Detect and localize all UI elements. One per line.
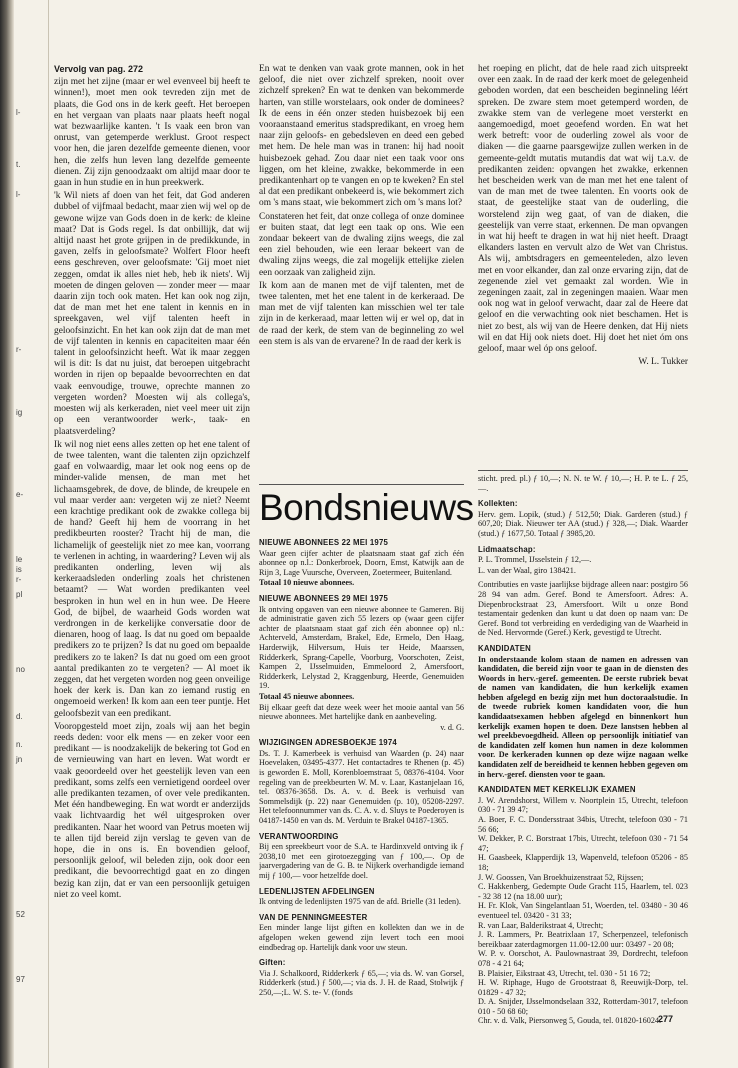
article-paragraph: 'k Wil niets af doen van het feit, dat God anderen dubbel of vijfmaal bedacht, maar zien wij wel op de gewone wijze van Gods doen in de kerk: de kleine maat? Dat is Gods regel. Is dat onbillijk, dat wij altijd naast het grote grijpen in de predikkunde, in gaven, zelfs in geloofsmate? Wolfert Floor heeft eens geschreven, over geloofsmate: 'Gij moet niet zeggen, omdat ik alles niet heb, heb ik niets'. Wij moeten de dingen geloven — zonder meer — maar daarin zijn toch ook maten. Het kan ook nog zijn, dat de man met het ene talent in kennis en in spreekgaven, wel vijf talenten heeft in geloofsinzicht. En het kan ook zijn dat de man met de vijf talenten in kennis en capaciteiten maar één talent in geloofsinzicht heeft. Wat ik maar zeggen wil is dit: Is dat nu juist, dat beroepen uitgebracht worden in rijen op bepaalde bevoorrechten en dat vaak eenvoudige, trouwe, oprechte mannen zo vergeten worden? Moesten wij als collega's, moesten wij als kerkeraden, niet veel meer uit zijn op een verantwoorder werk-, taak- en plaatsverdeling?: [54, 191, 250, 437]
margin-note: pl: [16, 590, 23, 599]
article-paragraph: Ik wil nog niet eens alles zetten op het ene talent of de twee talenten, want die talenten zijn opzichzelf gaaf en volwaardig, maar let ook nog eens op de minder-valide mensen, de man met het lichaamsgebrek, de dove, de blinde, de kreupele en vul maar verder aan: vergeten wij ze niet? Neemt een krachtige predikant ook de zwakke collega bij de hand? Geeft hij hem de voorrang in het predikbeurten rooster? Tracht hij de man, die lichamelijk of geestelijk niet zo mee kan, voorrang te verlenen in achting, in waardering? Leven wij als predikanten onderling, leven wij als kerkeraadsleden onderling zoals het christenen betaamt? — Wat worden predikanten veel besproken in hun wel en in hun wee. De Heere God, de bijbel, de waarheid Gods worden wat verdrongen in de kerkelijke conversatie door de dienaren, hoog of laag. Is dat nu goed om bepaalde predikers zo te prijzen? Is dat nu goed om bepaalde predikers zo te laken? Is dat nu goed om een groot aantal predikanten zo te vergeten? — Al moet ik zeggen, dat het vergeten worden nog geen onveilige hoek der kerk is. Dan kan zo iemand rustig en ongemoeid werken! Ik kom aan een teer puntje. Het geloofsbezit van een predikant.: [54, 439, 250, 719]
news-text: Een minder lange lijst giften en kollekten dan we in de afgelopen weken gewend zijn levert toch een mooi eindbedrag op. Hartelijk dank voor uw steun.: [259, 923, 464, 952]
margin-note: 52: [16, 910, 25, 919]
news-text: Ik ontving opgaven van een nieuwe abonnee te Gameren. Bij de administratie gaven zich 55 lezers op (waar geen cijfer achter de plaatsnaam staat gaf zich één abonnee op) nl.: Achterveld, Amsterdam, Brakel, Ede, Ermelo, Den Haag, Harderwijk, Hilversum, Huis ter Heide, Maarssen, Ridderkerk, Sprang-Capelle, Voorburg, Voorschoten, Zeist, Kampen 2, IJsselmuiden, Emmeloord 2, Amersfoort, Ridderkerk, Lelystad 2, Kraggenburg, Heerde, Genemuiden 19.: [259, 604, 464, 691]
news-heading: KANDIDATEN MET KERKELIJK EXAMEN: [478, 785, 636, 795]
news-heading: NIEUWE ABONNEES 29 MEI 1975: [259, 593, 389, 603]
list-item: H. Gaasbeek, Klapperdijk 13, Wapenveld, telefoon 05206 - 85 18;: [478, 853, 688, 872]
news-text: Bij een spreekbeurt voor de S.A. te Hardinxveld ontving ik ƒ 2038,10 met een girotoezegging van ƒ 100,—. Op de jaarvergadering van de G. B. te Nijkerk overhandigde iemand mij ƒ 100,— voor hetzelfde doel.: [259, 842, 464, 880]
news-text: Ik ontving de ledenlijsten 1975 van de afd. Brielle (31 leden).: [259, 897, 461, 907]
list-item: J. W. Goossen, Van Broekhuizenstraat 52, Rijssen;: [478, 872, 644, 882]
news-heading: VERANTWOORDING: [259, 831, 339, 841]
news-heading: Kollekten:: [478, 499, 518, 509]
news-heading: Lidmaatschap:: [478, 544, 536, 554]
news-total: Totaal 45 nieuwe abonnees.: [259, 691, 355, 701]
article-paragraph: En wat te denken van vaak grote mannen, ook in het geloof, die niet over zichzelf spreken, nooit over zichzelf spreken? En wat te denken van bekommerde harten, van stille worstelaars, ook onder de dominees? Ik de eens in één onzer steden huisbezoek bij een vooraanstaand emeritus stadspredikant, en vroeg hem naar zijn geloofs- en gebedsleven en deed een gebed met hem. De hele man was in tranen: hij had nooit huisbezoek gehad. Zou daar niet een taak voor ons liggen, om het kleine, zwakke, bekommerde in een predikantenhart op te vangen en op te kweken? En stel al dat een predikant onbekeerd is, wie bekommert zich om 's mans staat, wie bekommert zich om 's mans lot?: [259, 64, 464, 209]
news-total: Totaal 10 nieuwe abonnees.: [259, 578, 355, 588]
news-text: In onderstaande kolom staan de namen en adressen van kandidaten, die bereid zijn voor te gaan in de diensten des Woords in herv.-geref. gemeenten. De eerste rubriek bevat de namen van kandidaten, die hun kerkelijk examen hebben afgelegd en bezig zijn met hun doctoraalstudie. In de tweede rubriek komen kandidaten voor, die hun kandidaatsexamen hebben afgelegd en binnenkort hun kerkelijk examen hopen te doen. Deze lanstsen hebben al wel preekbevoegdheid. Alleen op persoonlijk initiatief van de kandidaten zelf komen hun namen in deze kolommen voor. De kerkeraden kunnen op deze wijze nagaan welke kandidaten zelf de bereidheid te kennen hebben gegeven om in herv.-geref. diensten voor te gaan.: [478, 654, 688, 779]
margin-note: jn: [16, 755, 23, 764]
list-item: C. Hakkenberg, Gedempte Oude Gracht 115, Haarlem, tel. 023 - 32 38 12 (na 18.00 uur);: [478, 882, 688, 901]
news-heading: LEDENLIJSTEN AFDELINGEN: [259, 886, 375, 896]
news-heading: Giften:: [259, 958, 286, 968]
list-item: W. P. v. Oorschot, A. Paulownastraat 39, Dordrecht, telefoon 078 - 4 21 64;: [478, 949, 688, 968]
article-column-2: [259, 64, 464, 484]
margin-note: l-: [16, 190, 21, 199]
magazine-page: [50, 0, 738, 1068]
bondsnieuws-column-left: [259, 532, 464, 1028]
margin-note: ig: [16, 408, 23, 417]
margin-note: le: [16, 555, 23, 564]
news-signoff: v. d. G.: [440, 722, 464, 732]
margin-note: 97: [16, 975, 25, 984]
news-text: L. van der Waal, giro 138421.: [478, 565, 576, 575]
margin-note: e-: [16, 490, 24, 499]
news-heading: NIEUWE ABONNEES 22 MEI 1975: [259, 538, 389, 547]
news-text: Herv. gem. Lopik, (stud.) ƒ 512,50; Diak. Garderen (stud.) ƒ 607,20; Diak. Nieuwer ter AA (stud.) ƒ 328,—; Diak. Waarder (stud.) ƒ 1677,50. Totaal ƒ 3985,20.: [478, 509, 688, 538]
article-paragraph: Vooropgesteld moet zijn, zoals wij aan het begin reeds deden: voor elk mens — en zeker voor een predikant — is noodzakelijk de bekering tot God en de vernieuwing van hart en leven. Wat wordt er vaak geoordeeld over het geestelijk leven van een predikant, soms zelfs een vernietigend oordeel over alle predikanten tezamen, of over vele predikanten. Met één handbeweging. En wat wordt er anderzijds vaak lichtvaardig het wél uitgesproken over predikanten. Naar het woord van Petrus moeten wij te allen tijd bereid zijn verslag te geven van de hope, die in ons is. En bovendien geloof, persoonlijk geloof, wil beleden zijn, ook door een predikant, die bevoorrechtigd gaat en zo dingen bezig kan zijn, dat er van een persoonlijk getuigen niet zo veel komt.: [54, 721, 250, 900]
news-text: Contributies en vaste jaarlijkse bijdrage alleen naar: postgiro 56 28 94 van adm. Geref. Bond te Amersfoort. Adres: A. Diepenbrockstraat 23, Amersfoort. Wilt u onze Bond testamentair gedenken dan kunt u dat doen op naam van: De Geref. Bond tot verbreiding en verdediging van de Waarheid in de Ned. Hervormde (Geref.) Kerk, gevestigd te Utrecht.: [478, 580, 688, 638]
news-heading: WIJZIGINGEN ADRESBOEKJE 1974: [259, 738, 397, 748]
list-item: R. van Laar, Balderikstraat 4, Utrecht;: [478, 920, 604, 930]
news-text: Via J. Schalkoord, Ridderkerk ƒ 65,—; via ds. W. van Gorsel, Ridderkerk (stud.) ƒ 500,—; via ds. J. H. de Raad, Stolwijk ƒ 250,—;L. W. S. te- V. (fonds: [259, 968, 464, 997]
article-paragraph: het roeping en plicht, dat de hele raad zich uitspreekt over een zaak. In de raad der kerk moet de gelegenheid geboden worden, dat een bescheiden beginneling léért spreken. De zware stem moet getemperd worden, de zwakke stem van de verlegene moet versterkt en aangemoedigd, moet geoefend worden. En wat het werk betreft: voor de ouderling zowel als voor de diaken — die gaarne paarsgewijze zullen werken in de gemeente-geldt mutatis mutandis dat wat wij t.a.v. de predikanten zeiden: opvangen het zwakke, erkennen het bescheiden werk van de man met het ene talent of van de man met de twee talenten. En voorts ook de staat, de geestelijke staat van de ouderling, die worstelend zijn weg gaat, of van de diaken, die geestelijk van verre staat, erkennen. De man opvangen in wat hij heeft te dragen in wat hij niet heeft. Draagt elkanders lasten en vervult alzo de Wet van Christus. Als wij, ambtsdragers en gemeenteleden, alzo leven met en voor elkander, dan zal onze ervaring zijn, dat de zegenende ziel vet gemaakt zal worden. Wie in zegeningen zaait, zal in zegeningen maaien. Waar men ook nog wat in geloof verwacht, daar zal de Heere dat geloof en die verwachting ook niet beschamen. Het is niet zo best, als wij van de Heere denken, dat Hij niets wil en dat Hij ook niets doet. Hij doet het niet óm ons geloof, maar wel óp ons geloof.: [478, 64, 688, 355]
list-item: D. A. Snijder, IJsselmondselaan 332, Rotterdam-3017, telefoon 010 - 50 68 60;: [478, 997, 688, 1016]
book-binding-edge: [0, 0, 14, 1068]
page-number: 277: [658, 1014, 674, 1024]
list-item: H. W. Riphage, Hugo de Grootstraat 8, Reeuwijk-Dorp, tel. 01829 - 47 32;: [478, 978, 688, 997]
list-item: J. W. Arendshorst, Willem v. Noortplein 15, Utrecht, telefoon 030 - 71 39 47;: [478, 795, 688, 815]
margin-note: d.: [16, 712, 23, 721]
bondsnieuws-title: Bondsnieuws: [259, 487, 474, 528]
left-margin-notes: [14, 0, 49, 1068]
article-paragraph: zijn met het zijne (maar er wel evenveel bij heeft te winnen!), moet men ook tevreden zijn met de plaats, die God ons in de kerk geeft. Het beroepen en het vergaan van plaats naar plaats heeft nogal wat bezwaarlijke kanten. 't Is vaak een bron van onrust, van getemperde werklust. Groot respect voor hen, die jaren dezelfde gemeente dienen, voor hen, die zelfs hun leven lang dezelfde gemeente dienen. Zij zijn genoodzaakt om altijd maar door te gaan in hun studie en in hun preekwerk.: [54, 77, 250, 189]
list-item: W. Dekker, P. C. Borstraat 17bis, Utrecht, telefoon 030 - 71 54 47;: [478, 834, 688, 853]
list-item: B. Plaisier, Eikstraat 43, Utrecht, tel. 030 - 51 16 72;: [478, 968, 651, 978]
news-text: Bij elkaar geeft dat deze week weer het mooie aantal van 56 nieuwe abonnees. Met hartelijke dank en aanbeveling.: [259, 702, 464, 722]
article-paragraph: Ik kom aan de manen met de vijf talenten, met de twee talenten, met het ene talent in de kerkeraad. De man met de vijf talenten kan misschien wel ter tale zijn in de kerkeraad, maar letten wij er wel op, dat in de raad der kerk, de stem van de beginneling zo wel een stem is als van de ervarene? In de raad der kerk is: [259, 280, 464, 347]
news-text: sticht. pred. pl.) ƒ 10,—; N. N. te W. ƒ 10,—; H. P. te L. ƒ 25,—.: [478, 474, 688, 493]
list-item: H. Fr. Klok, Van Singelantlaan 51, Woerden, tel. 03480 - 30 46 eventueel tel. 03420 - 31 33;: [478, 901, 688, 920]
news-text: Ds. T. J. Kamerbeek is verhuisd van Waarden (p. 24) naar Hoevelaken, 03495-4377. Het contactadres te Rhenen (p. 45) is geworden E. Moll, Korenbloemstraat 5, 08376-4104. Voor regeling van de preekbeurten W. M. v. Laar, Kastanjelaan 16, tel. 08376-3658. Ds. A. v. d. Beek is verhuisd van Sommelsdijk (p. 22) naar Genemuiden (p. 10), 05208-2297. Het telefoonnummer van ds. C. A. v. d. Sluys te Poederoyen is 04187-1450 en van ds. M. Verduin te Brakel 04187-1365.: [259, 748, 464, 826]
section-divider: [259, 484, 464, 485]
list-item: J. R. Lammers, Pr. Beatrixlaan 17, Scherpenzeel, telefonisch bereikbaar zaterdagmorgen 11.00-12.00 uur: 03497 - 20 08;: [478, 930, 688, 949]
margin-note: l-: [16, 108, 21, 117]
margin-note: n.: [16, 740, 23, 749]
continued-from-label: Vervolg van pag. 272: [54, 64, 144, 74]
news-text: Waar geen cijfer achter de plaatsnaam staat gaf zich één abonnee op n.l.: Donkerbroek, Doorn, Emst, Katwijk aan de Rijn 3, Lage Vuursche, Overveen, Zoetermeer, Buitenland.: [259, 548, 464, 577]
list-item: A. Boer, F. C. Dondersstraat 34bis, Utrecht, telefoon 030 - 71 56 66;: [478, 815, 688, 834]
margin-note: r-: [16, 575, 22, 584]
article-paragraph: Constateren het feit, dat onze collega of onze dominee er buiten staat, dat legt een taak op ons. Wie een zondaar bekeert van de dwaling zijns weegs, die zal een ziel behouden, wie een leraar bekeert van de dwaling zijns weegs, die zal mogelijk ettelijke zielen een oorzaak van zaligheid zijn.: [259, 211, 464, 278]
candidate-list: [478, 796, 688, 1026]
section-divider: [478, 470, 688, 471]
author-signature: W. L. Tukker: [638, 357, 688, 368]
margin-note: r-: [16, 345, 22, 354]
news-heading: VAN DE PENNINGMEESTER: [259, 912, 368, 922]
article-column-3: [478, 64, 688, 459]
news-text: P. L. Trommel, IJsselstein ƒ 12,—.: [478, 555, 592, 565]
list-item: Chr. v. d. Valk, Piersonweg 5, Gouda, tel. 01820-16024.: [478, 1016, 662, 1026]
bondsnieuws-column-right: [478, 474, 688, 1029]
margin-note: is: [16, 565, 22, 574]
news-heading: KANDIDATEN: [478, 643, 531, 653]
margin-note: t.: [16, 160, 21, 169]
article-column-1: [54, 64, 250, 1024]
margin-note: no: [16, 665, 25, 674]
